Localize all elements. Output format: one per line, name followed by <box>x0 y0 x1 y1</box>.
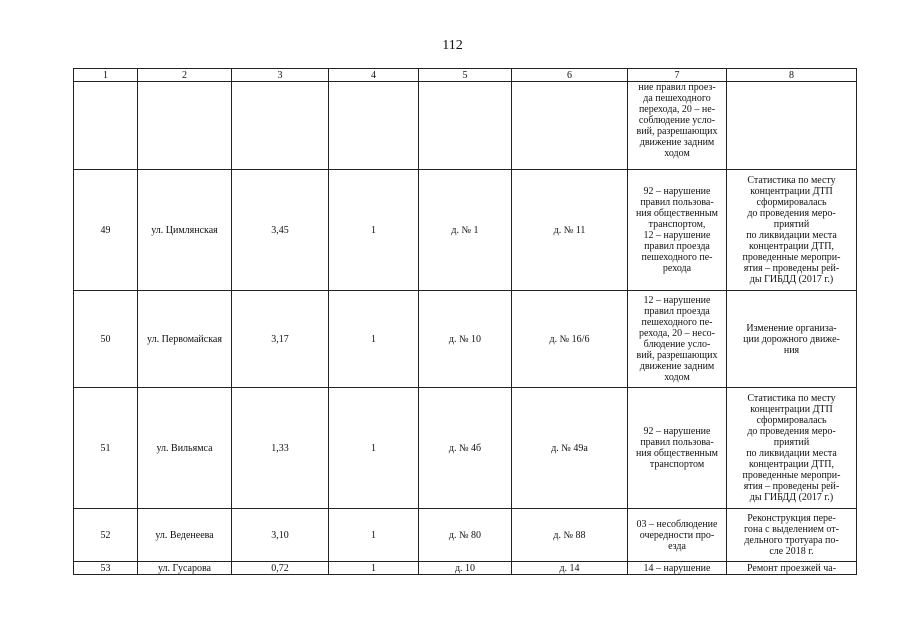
cell-to: д. № 11 <box>512 170 628 291</box>
cell-value: 3,17 <box>232 291 329 388</box>
cell-value: 0,72 <box>232 562 329 575</box>
cell-value: 3,10 <box>232 509 329 562</box>
cell-to: д. № 88 <box>512 509 628 562</box>
cell-street <box>138 82 232 170</box>
cell-from: д. № 80 <box>419 509 512 562</box>
cell-value <box>232 82 329 170</box>
cell-from <box>419 82 512 170</box>
cell-street: ул. Вильямса <box>138 388 232 509</box>
cell-value: 1,33 <box>232 388 329 509</box>
cell-street: ул. Веденеева <box>138 509 232 562</box>
cell-to <box>512 82 628 170</box>
column-header: 1 <box>74 69 138 82</box>
cell-to: д. № 49а <box>512 388 628 509</box>
cell-number: 50 <box>74 291 138 388</box>
table-header-row <box>74 69 857 82</box>
cell-street: ул. Гусарова <box>138 562 232 575</box>
cell-from: д. № 4б <box>419 388 512 509</box>
cell-street: ул. Цимлянская <box>138 170 232 291</box>
table-row <box>74 562 857 575</box>
cell-count: 1 <box>329 291 419 388</box>
data-table <box>73 68 857 575</box>
cell-number: 49 <box>74 170 138 291</box>
column-header: 8 <box>727 69 857 82</box>
column-header: 7 <box>628 69 727 82</box>
column-header: 5 <box>419 69 512 82</box>
column-header: 2 <box>138 69 232 82</box>
cell-number: 52 <box>74 509 138 562</box>
cell-violations: 03 – несоблюдение очередности про- езда <box>628 509 727 562</box>
cell-street: ул. Первомайская <box>138 291 232 388</box>
page-number: 112 <box>442 38 463 53</box>
cell-to: д. № 16/6 <box>512 291 628 388</box>
cell-from: д. № 10 <box>419 291 512 388</box>
column-header: 4 <box>329 69 419 82</box>
column-header: 6 <box>512 69 628 82</box>
cell-number: 51 <box>74 388 138 509</box>
cell-count: 1 <box>329 170 419 291</box>
cell-number <box>74 82 138 170</box>
cell-violations: 92 – нарушение правил пользова- ния общественным транспортом, 12 – нарушение правил проезда пешеходного пе- рехода <box>628 170 727 291</box>
cell-count: 1 <box>329 509 419 562</box>
cell-number: 53 <box>74 562 138 575</box>
cell-count: 1 <box>329 388 419 509</box>
cell-measures: Ремонт проезжей ча- <box>727 562 857 575</box>
cell-measures <box>727 82 857 170</box>
cell-violations: 14 – нарушение <box>628 562 727 575</box>
cell-measures: Реконструкция пере- гона с выделением от- дельного тротуара по- сле 2018 г. <box>727 509 857 562</box>
cell-measures: Статистика по месту концентрации ДТП сформировалась до проведения меро- приятий по ликвидации места концентрации ДТП, проведенные меропри- ятия – проведены рей- ды ГИБДД (2017 г.) <box>727 388 857 509</box>
table-row <box>74 82 857 170</box>
column-header: 3 <box>232 69 329 82</box>
cell-from: д. 10 <box>419 562 512 575</box>
table-row <box>74 291 857 388</box>
cell-violations: ние правил проез- да пешеходного перехода, 20 – не- соблюдение усло- вий, разрешающих движение задним ходом <box>628 82 727 170</box>
cell-violations: 12 – нарушение правил проезда пешеходного пе- рехода, 20 – несо- блюдение усло- вий, разрешающих движение задним ходом <box>628 291 727 388</box>
table-row <box>74 509 857 562</box>
cell-violations: 92 – нарушение правил пользова- ния общественным транспортом <box>628 388 727 509</box>
cell-value: 3,45 <box>232 170 329 291</box>
cell-measures: Статистика по месту концентрации ДТП сформировалась до проведения меро- приятий по ликвидации места концентрации ДТП, проведенные меропри- ятия – проведены рей- ды ГИБДД (2017 г.) <box>727 170 857 291</box>
cell-to: д. 14 <box>512 562 628 575</box>
cell-count <box>329 82 419 170</box>
cell-count: 1 <box>329 562 419 575</box>
cell-measures: Изменение организа- ции дорожного движе- ния <box>727 291 857 388</box>
table-row <box>74 388 857 509</box>
table-row <box>74 170 857 291</box>
cell-from: д. № 1 <box>419 170 512 291</box>
